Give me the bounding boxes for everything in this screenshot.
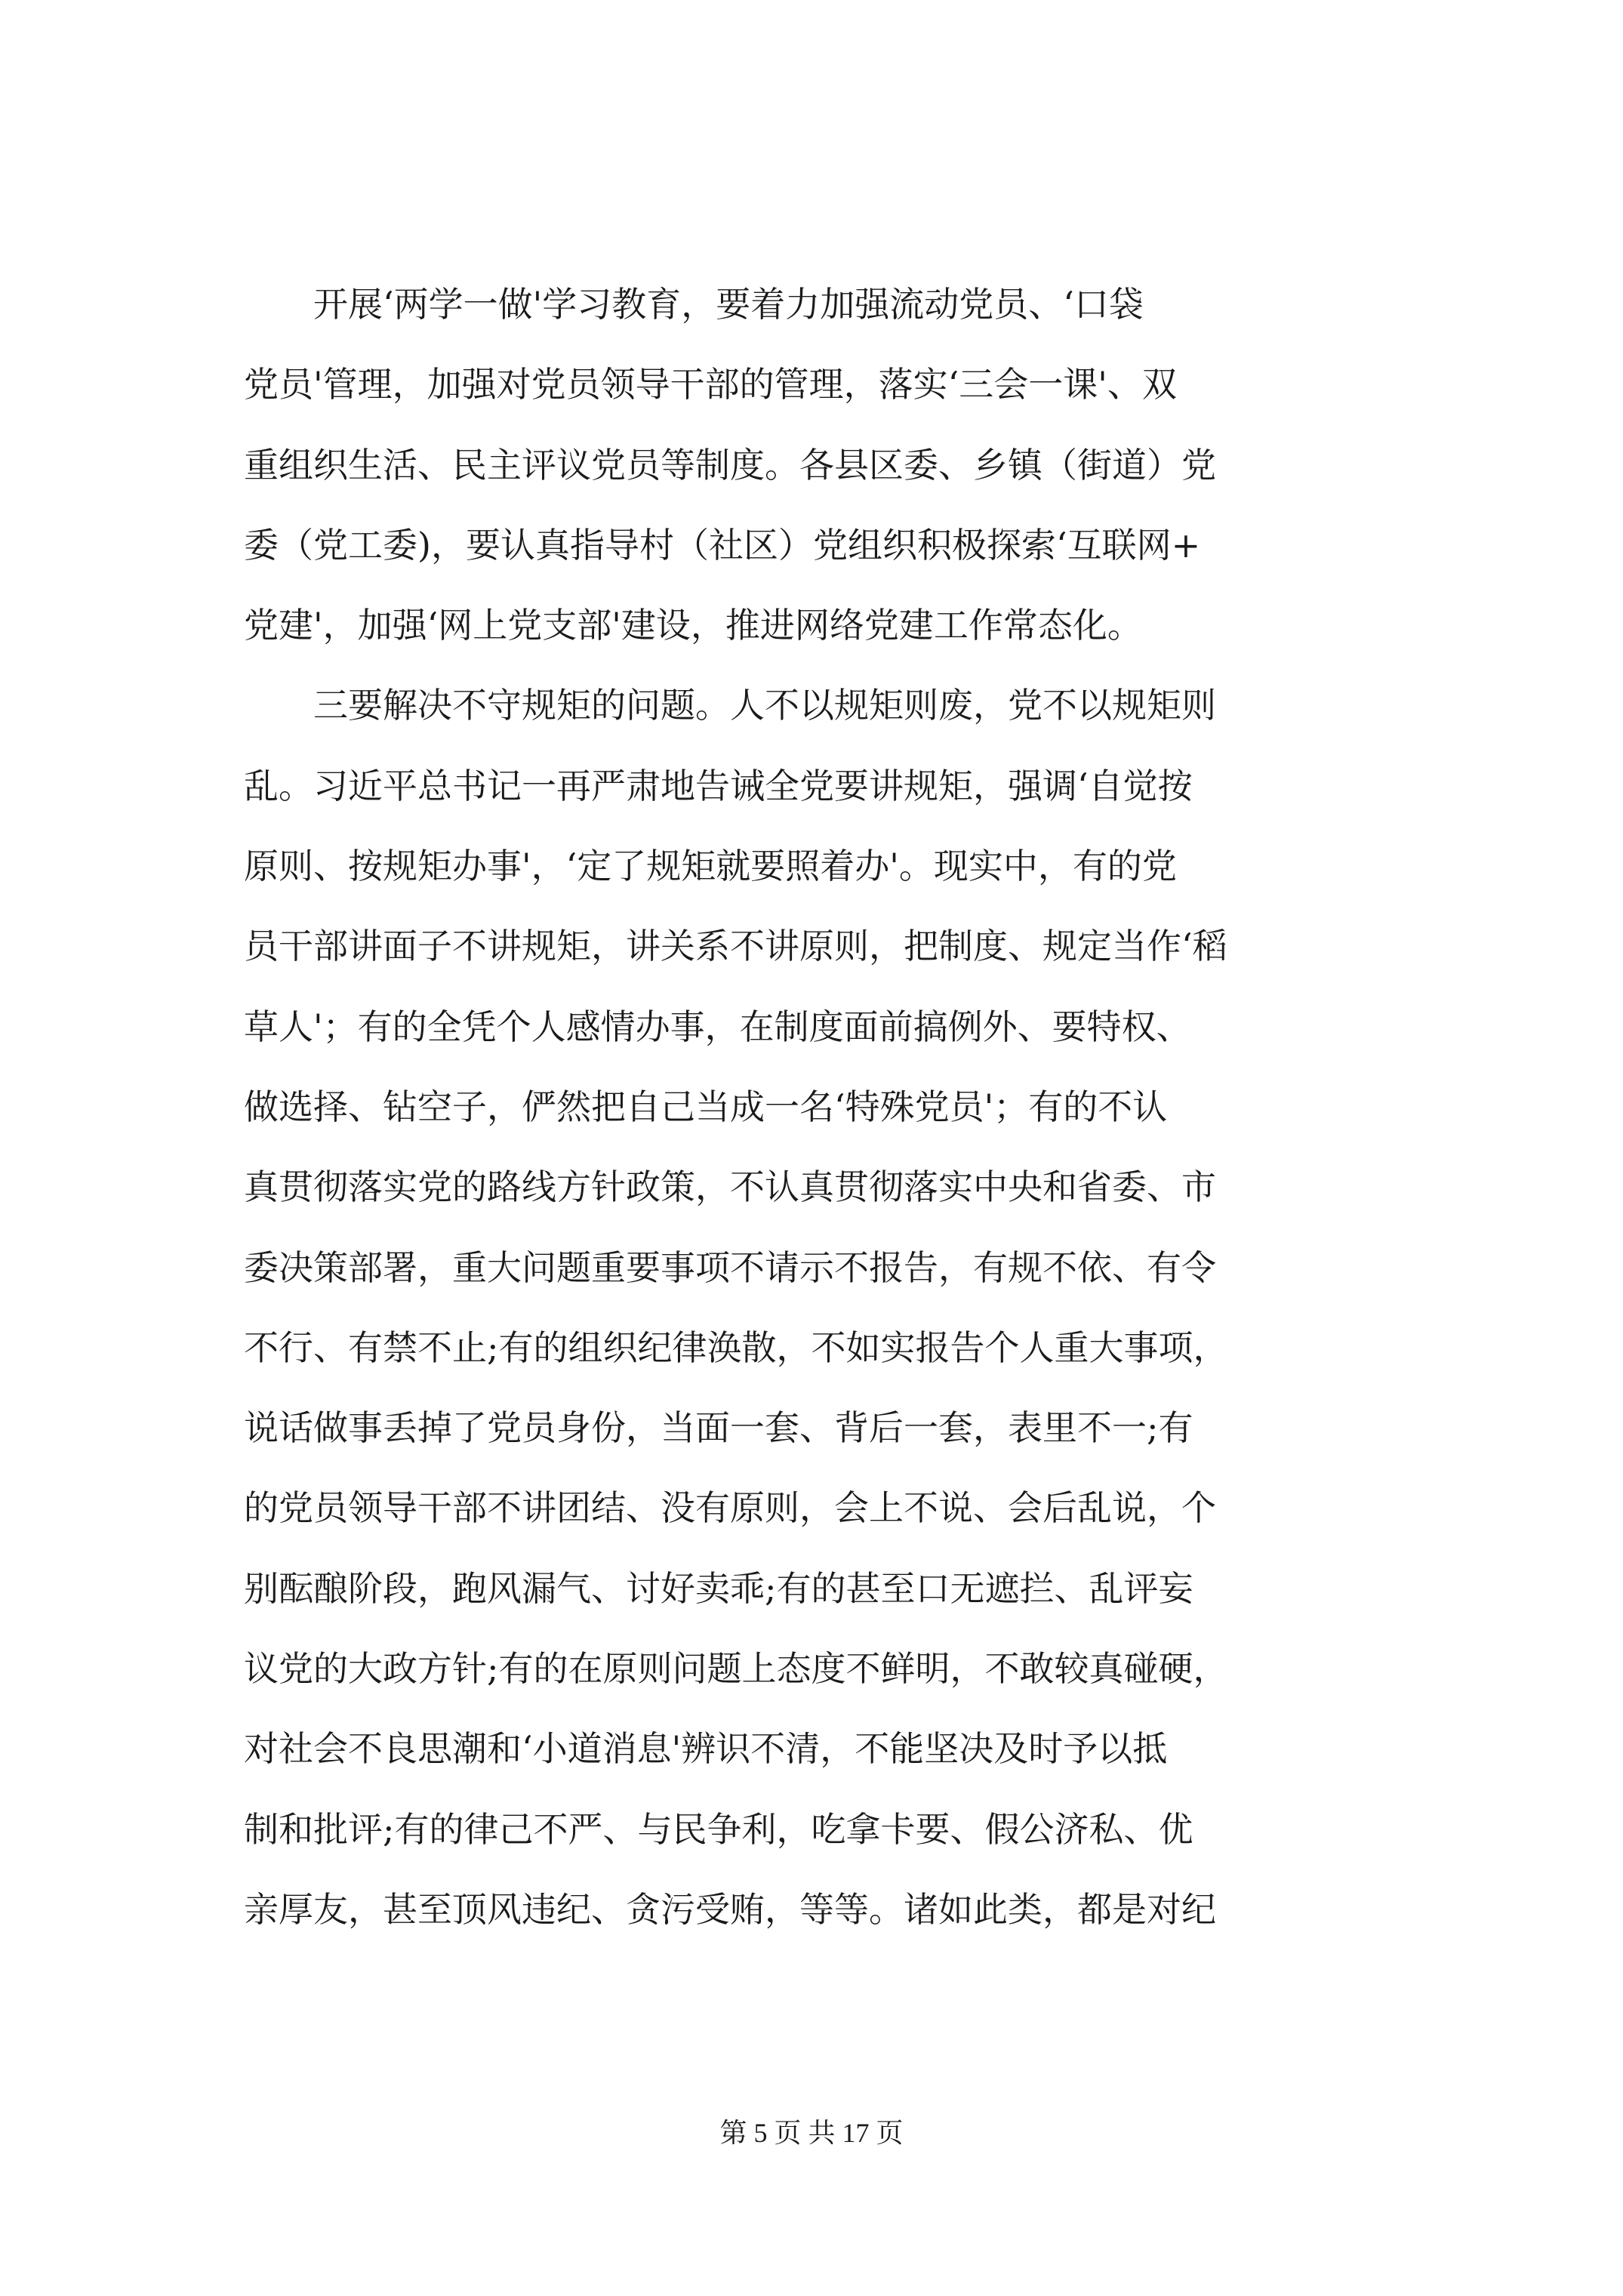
text-line: 重组织生活、民主评议党员等制度。各县区委、乡镇（街道）党 [244,444,1216,485]
text-line: 乱。习近平总书记一再严肃地告诫全党要讲规矩，强调‘自觉按 [244,765,1193,806]
text-line: 制和批评;有的律己不严、与民争利，吃拿卡要、假公济私、优 [244,1808,1193,1850]
text-line: 员干部讲面子不讲规矩，讲关系不讲原则，把制度、规定当作‘稻 [244,926,1227,967]
text-line: 三要解决不守规矩的问题。人不以规矩则废，党不以规矩则 [313,685,1216,726]
text-line: 党员'管理，加强对党员领导干部的管理，落实‘三会一课'、双 [244,364,1177,405]
body-text [244,264,1421,1949]
text-line: 不行、有禁不止;有的组织纪律涣散，不如实报告个人重大事项， [244,1327,1228,1368]
text-line: 真贯彻落实党的路线方针政策，不认真贯彻落实中央和省委、市 [244,1166,1216,1208]
text-line: 开展‘两学一做'学习教育，要着力加强流动党员、‘口袋 [313,284,1144,325]
text-line: 党建'，加强‘网上党支部'建设，推进网络党建工作常态化。 [244,605,1142,646]
text-line: 委决策部署，重大问题重要事项不请示不报告，有规不依、有令 [244,1247,1216,1288]
text-line: 对社会不良思潮和‘小道消息'辨识不清，不能坚决及时予以抵 [244,1728,1168,1770]
text-line: 原则、按规矩办事'，‘定了规矩就要照着办'。现实中，有的党 [244,846,1177,887]
text-line: 做选择、钻空子，俨然把自己当成一名‘特殊党员'；有的不认 [244,1086,1168,1127]
page-number: 第 5 页 共 17 页 [719,2118,904,2148]
text-line: 的党员领导干部不讲团结、没有原则，会上不说、会后乱说，个 [244,1487,1216,1529]
text-line: 草人'；有的全凭个人感情办事，在制度面前搞例外、要特权、 [244,1006,1191,1047]
text-line: 别酝酿阶段，跑风漏气、讨好卖乖;有的甚至口无遮拦、乱评妄 [244,1567,1193,1609]
text-line: 委（党工委)，要认真指导村（社区）党组织积极探索‘互联网+ [244,524,1201,566]
text-line: 议党的大政方针;有的在原则问题上态度不鲜明，不敢较真碰硬， [244,1648,1228,1690]
text-line: 说话做事丢掉了党员身份，当面一套、背后一套，表里不一;有 [244,1407,1193,1449]
text-line: 亲厚友，甚至顶风违纪、贪污受贿，等等。诸如此类，都是对纪 [244,1888,1216,1930]
